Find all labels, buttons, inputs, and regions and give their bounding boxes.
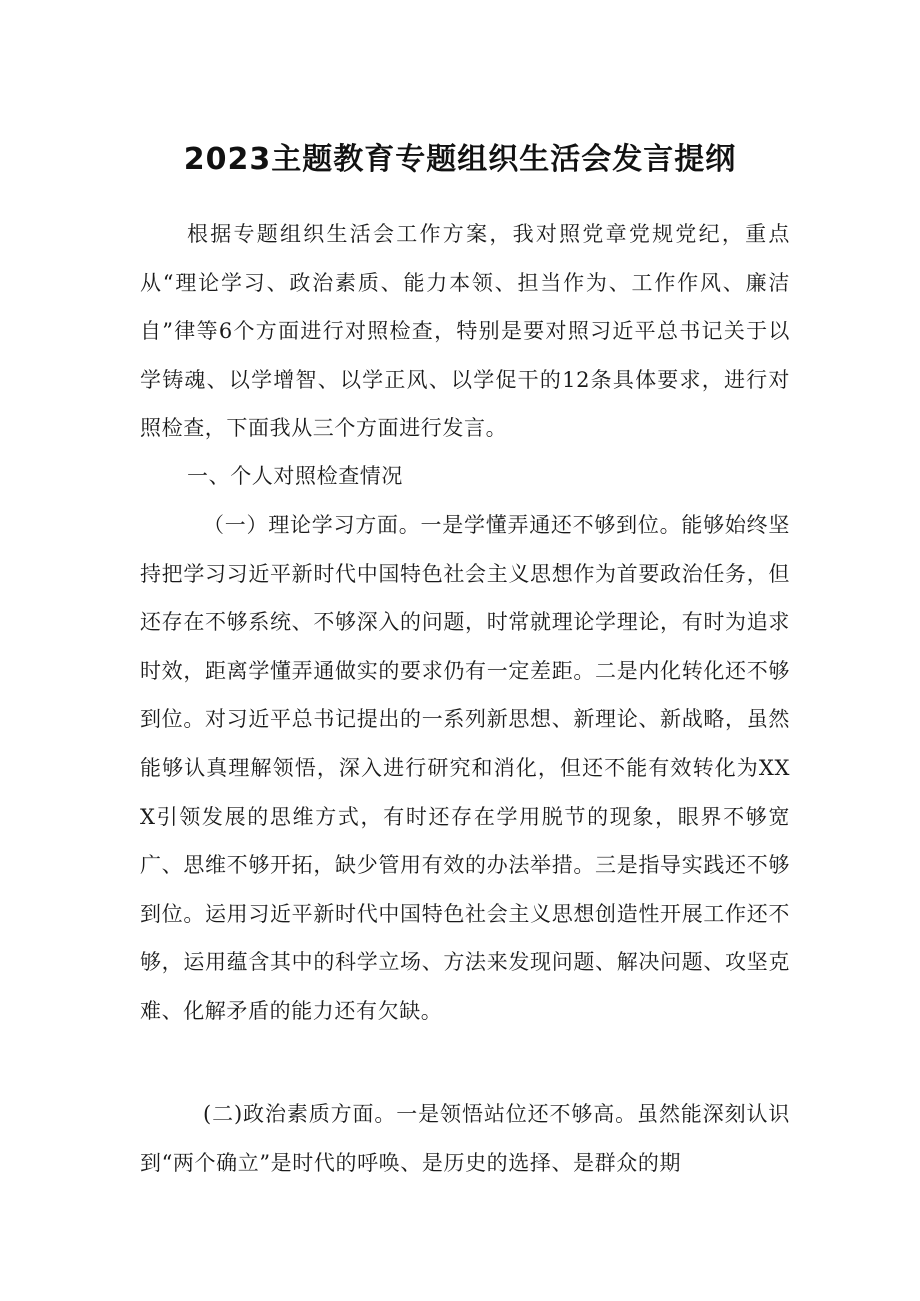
- section-heading-1: 一、个人对照检查情况: [187, 464, 403, 488]
- paragraph-theory-study: （一）理论学习方面。一是学懂弄通还不够到位。能够始终坚持把学习习近平新时代中国特色社会主义思想作为首要政治任务，但还存在不够系统、不够深入的问题，时常就理论学理论，有时为追求时效，距离学懂弄通做实的要求仍有一定差距。二是内化转化还不够到位。对习近平总书记提出的一系列新思想、新理论、新战略，虽然能够认真理解领悟，深入进行研究和消化，但还不能有效转化为XXX引领发展的思维方式，有时还存在学用脱节的现象，眼界不够宽广、思维不够开拓，缺少管用有效的办法举措。三是指导实践还不够到位。运用习近平新时代中国特色社会主义思想创造性开展工作还不够，运用蕴含其中的科学立场、方法来发现问题、解决问题、攻坚克难、化解矛盾的能力还有欠缺。: [140, 513, 790, 1023]
- paragraph-intro: 根据专题组织生活会工作方案，我对照党章党规党纪，重点从“理论学习、政治素质、能力本领、担当作为、工作作风、廉洁自”律等6个方面进行对照检查，特别是要对照习近平总书记关于以学铸魂、以学增智、以学正风、以学促干的12条具体要求，进行对照检查，下面我从三个方面进行发言。: [140, 222, 790, 441]
- paragraph-political-quality: (二)政治素质方面。一是领悟站位还不够高。虽然能深刻认识到“两个确立”是时代的呼唤、是历史的选择、是群众的期: [140, 1102, 790, 1175]
- document-title: 2023主题教育专题组织生活会发言提纲: [183, 142, 737, 177]
